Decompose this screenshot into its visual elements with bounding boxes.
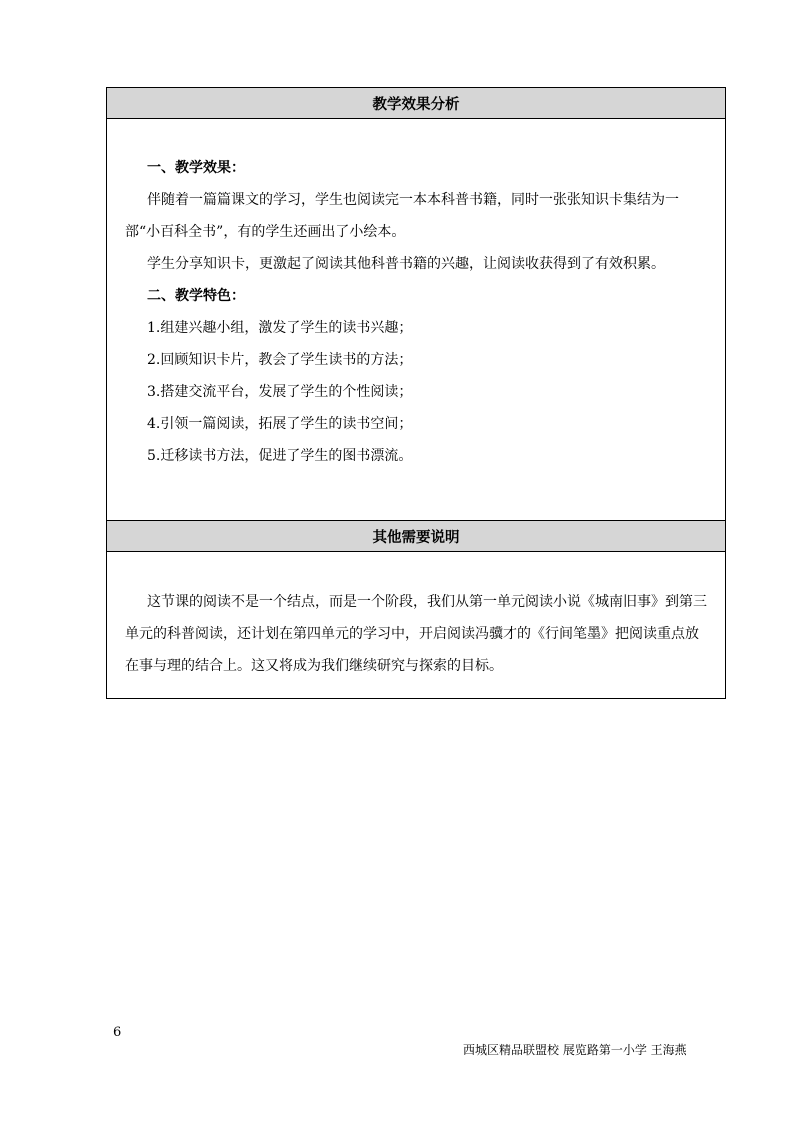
other-header-label: 其他需要说明 <box>372 528 460 546</box>
analysis-table <box>106 87 726 699</box>
effect-body <box>107 119 725 520</box>
page-number: 6 <box>113 1025 122 1040</box>
other-header <box>107 520 725 552</box>
feature-item-1: 1.组建兴趣小组，激发了学生的读书兴趣； <box>147 320 413 336</box>
feature-item-5: 5.迁移读书方法，促进了学生的图书漂流。 <box>147 448 413 464</box>
page-footer: 西城区精品联盟校 展览路第一小学 王海燕 <box>463 1043 687 1057</box>
section1-title: 一、教学效果： <box>147 160 245 176</box>
feature-item-2: 2.回顾知识卡片，教会了学生读书的方法； <box>147 352 413 368</box>
effect-header-label: 教学效果分析 <box>372 95 460 113</box>
effect-paragraph-1: 伴随着一篇篇课文的学习，学生也阅读完一本本科普书籍，同时一张张知识卡集结为一部“小百科全书”，有的学生还画出了小绘本。 <box>125 192 679 240</box>
other-paragraph: 这节课的阅读不是一个结点，而是一个阶段，我们从第一单元阅读小说《城南旧事》到第三单元的科普阅读，还计划在第四单元的学习中，开启阅读冯骥才的《行间笔墨》把阅读重点放在事与理的结合上。这又将成为我们继续研究与探索的目标。 <box>125 594 707 674</box>
effect-header <box>107 88 725 119</box>
feature-item-3: 3.搭建交流平台，发展了学生的个性阅读； <box>147 384 413 400</box>
other-body <box>107 552 725 698</box>
effect-paragraph-2: 学生分享知识卡，更激起了阅读其他科普书籍的兴趣，让阅读收获得到了有效积累。 <box>147 256 665 272</box>
feature-item-4: 4.引领一篇阅读，拓展了学生的读书空间； <box>147 416 413 432</box>
section2-title: 二、教学特色： <box>147 288 245 304</box>
